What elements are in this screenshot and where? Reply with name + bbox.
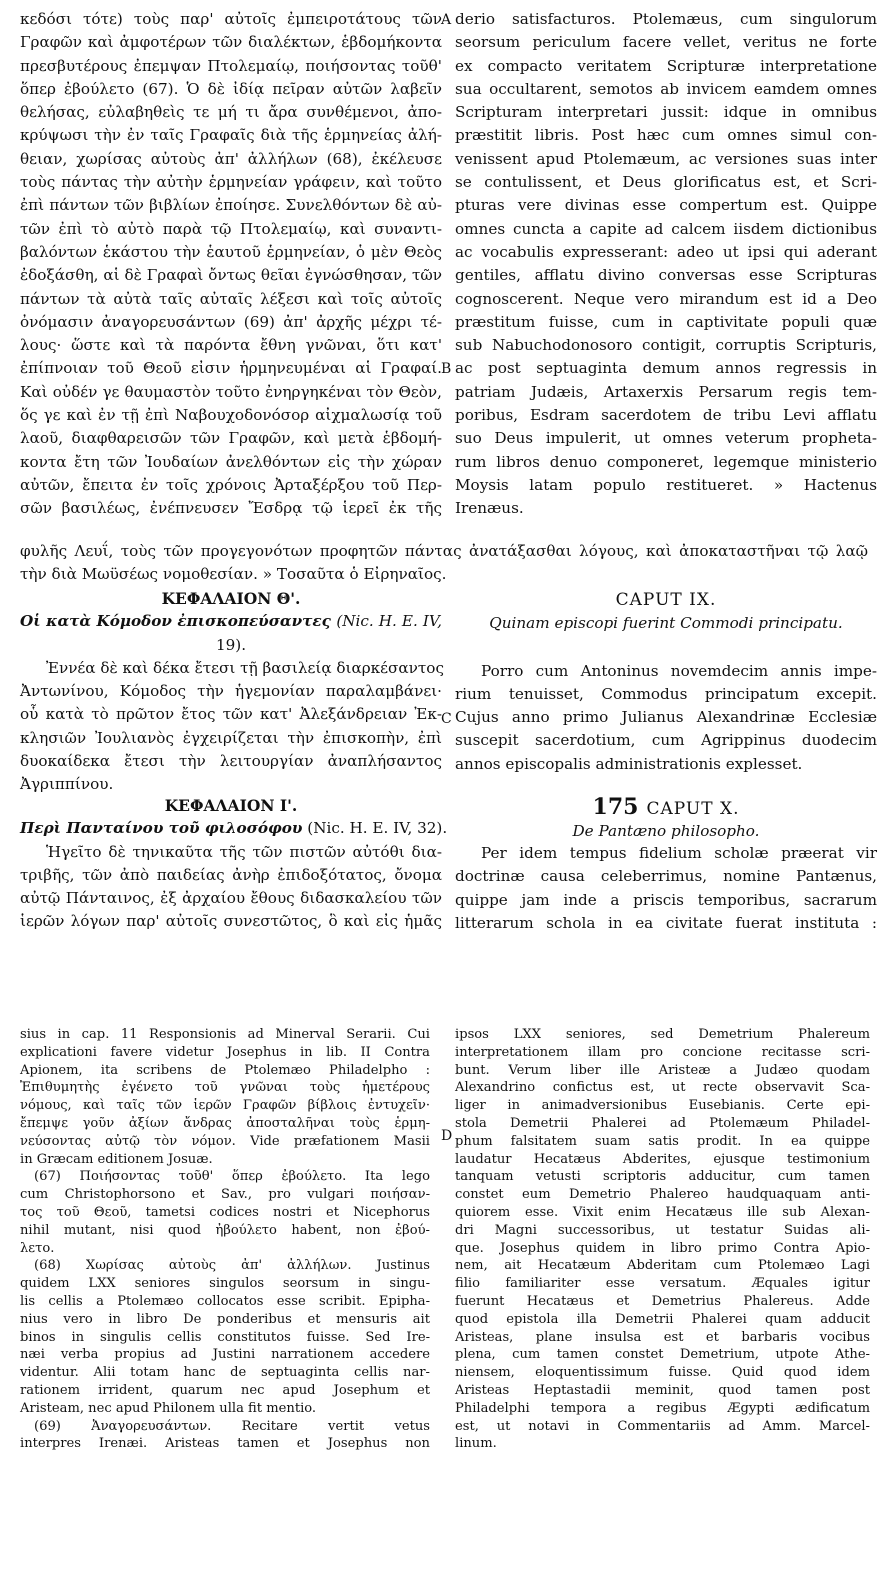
note-line: binos in singulis cellis constitutos fuisse. Sed Ire- [20, 1329, 430, 1345]
note-line: Aristeas Heptastadii meminit, quod tamen post [455, 1382, 870, 1398]
greek-line: ἱερῶν λόγων παρ' αὐτοῖς συνεστῶτος, ὃ καὶ εἰς ἡμᾶς [20, 912, 442, 931]
note-line: linum. [455, 1436, 497, 1452]
latin-line: suscepit sacerdotium, cum Agrippinus duodecim [455, 731, 877, 750]
latin-line: sua occultarent, semotos ab invicem eamdem omnes [455, 79, 877, 98]
note-line: (69) Ἀναγορευσάντων. Recitare vertit vetus [34, 1418, 430, 1434]
greek-line: Ἐννέα δὲ καὶ δέκα ἔτεσι τῇ βασιλείᾳ διαρκέσαντος [46, 658, 444, 677]
note-line: næi verba propius ad Justini narrationem accedere [20, 1347, 430, 1363]
note-line: nihil mutant, nisi quod ἠβούλετο habent, non ἐβού- [20, 1222, 430, 1238]
greek-line: κρύψωσι τὴν ἐν ταῖς Γραφαῖς διὰ τῆς ἑρμηνείας ἀλή- [20, 126, 442, 145]
note-line: quiorem esse. Vixit enim Hecatæus ille sub Alexan- [455, 1204, 870, 1220]
latin-line: sub Nabuchodonosoro contigit, corruptis Scripturis, [455, 336, 877, 355]
greek-full-width-line: φυλῆς Λευΐ, τοὺς τῶν προγεγονότων προφητῶν πάντας ἀνατάξασθαι λόγους, καὶ ἀποκαταστῆναι τῷ λαῷ [20, 542, 868, 560]
latin-chapter-9-text [455, 660, 877, 776]
greek-line: οὗ κατὰ τὸ πρῶτον ἔτος τῶν κατ' Ἀλεξάνδρειαν Ἐκ- [20, 705, 442, 724]
note-line: liger in animadversionibus Eusebianis. Certe epi- [455, 1098, 870, 1114]
note-line: constet eum Demetrio Phalereo haudquaquam anti- [455, 1187, 870, 1203]
latin-chapter-10 [455, 794, 877, 935]
latin-line: seorsum periculum facere vellet, veritus ne forte [455, 33, 877, 52]
latin-line: Scripturam interpretari jussit: idque in omnibus [455, 103, 877, 122]
greek-line: κεδόσι τότε) τοὺς παρ' αὐτοῖς ἐμπειροτάτους τῶν [20, 10, 442, 28]
greek-chapter-10-text [20, 841, 442, 934]
greek-line: θελήσας, εὐλαβηθεὶς τε μή τι ἄρα συνθέμενοι, ἀπο- [20, 103, 442, 122]
latin-line: annos episcopalis administrationis explesset. [455, 754, 803, 773]
greek-line: κλησιῶν Ἰουλιανὸς ἐγχειρίζεται τὴν ἐπισκοπὴν, ἐπὶ [20, 728, 442, 747]
greek-column-top [20, 8, 442, 521]
latin-line: derio satisfacturos. Ptolemæus, cum singulorum [455, 10, 877, 28]
note-line: plena, cum tamen constet Demetrium, utpote Athe- [455, 1347, 870, 1363]
greek-chapter-10-title [20, 817, 448, 840]
greek-line: θειαν, χωρίσας αὐτοὺς ἀπ' ἀλλήλων (68), ἐκέλευσε [20, 149, 442, 168]
margin-letter-b: B [441, 361, 452, 377]
latin-line: patriam Judæis, Artaxerxis Persarum regis tem- [455, 382, 877, 401]
note-line: interpres Irenæi. Aristeas tamen et Josephus non [20, 1436, 430, 1452]
note-line: videntur. Alii totam hanc de septuaginta cellis nar- [20, 1365, 430, 1381]
greek-line: τριβῆς, τῶν ἀπὸ παιδείας ἀνὴρ ἐπιδοξότατος, ὄνομα [20, 865, 442, 884]
greek-line: σῶν βασιλέως, ἐνέπνευσεν Ἔσδρᾳ τῷ ἱερεῖ ἐκ τῆς [20, 499, 442, 518]
note-line: Philadelphi tempora a regibus Ægypti ædificatum [455, 1400, 870, 1416]
latin-line: præstitum fuisse, cum in captivitate populi quæ [455, 312, 877, 331]
note-line: λετο. [20, 1240, 55, 1256]
note-line: cum Christophorsono et Sav., pro vulgari ποιήσαν- [20, 1187, 430, 1203]
latin-chapter-9 [455, 589, 877, 776]
margin-letter-d: D [441, 1128, 453, 1144]
greek-chapter-9-title-cont: 19). [215, 635, 247, 654]
note-line: niensem, eloquentissimum fuisse. Quid quod idem [455, 1365, 870, 1381]
note-line: τος τοῦ Θεοῦ, tametsi codices nostri et Nicephorus [20, 1204, 430, 1220]
greek-line: λους· ὥστε καὶ τὰ παρόντα ἔθνη γνῶναι, ὅτι κατ' [20, 336, 442, 355]
margin-letter-a: A [441, 12, 452, 28]
note-line: nius vero in libro De ponderibus et mensuris ait [20, 1311, 430, 1327]
greek-line: τοὺς πάντας τὴν αὐτὴν ἑρμηνείαν γράφειν, καὶ τοῦτο [20, 173, 442, 192]
latin-column-top [455, 8, 877, 521]
note-line: sius in cap. 11 Responsionis ad Minerval Serarii. Cui [20, 1027, 430, 1042]
greek-chapter-10 [20, 794, 448, 934]
notes-left-column [20, 1026, 430, 1453]
greek-line: Ἡγεῖτο δὲ τηνικαῦτα τῆς τῶν πιστῶν αὐτόθι δια- [46, 842, 442, 861]
latin-line: doctrinæ causa celeberrimus, nomine Pantænus, [455, 867, 877, 886]
greek-line: λαοῦ, διαφθαρεισῶν τῶν Γραφῶν, καὶ μετὰ ἑβδομή- [20, 429, 442, 448]
latin-line: præstitit libris. Post hæc cum omnes simul con- [455, 126, 877, 145]
latin-line: se contulissent, et Deus glorificatus est, et Scri- [455, 173, 877, 192]
note-line: rationem irrident, quarum nec apud Josephum et [20, 1382, 430, 1398]
latin-line: ac vocabulis expresserant: adeo ut ipsi qui aderant [455, 242, 877, 261]
greek-line: αὐτῷ Πάνταινος, ἐξ ἀρχαίου ἔθους διδασκαλείου τῶν [20, 889, 442, 908]
greek-line: αὐτῶν, ἔπειτα ἐν τοῖς χρόνοις Ἀρταξέρξου τοῦ Περ- [20, 475, 442, 494]
latin-line: litterarum schola in ea civitate fuerat instituta : [455, 913, 877, 932]
greek-chapter-10-title-text: Περὶ Πανταίνου τοῦ φιλοσόφου [20, 819, 303, 838]
greek-chapter-9 [20, 587, 442, 797]
note-line: νεύσοντας αὐτῷ τὸν νόμον. Vide præfationem Masii [20, 1133, 430, 1149]
latin-line: ac post septuaginta demum annos regressis in [455, 359, 877, 378]
greek-line: κοντα ἔτη τῶν Ἰουδαίων ἀνελθόντων εἰς τὴν χώραν [20, 452, 442, 471]
greek-chapter-9-title-ref: (Nic. H. E. IV, [336, 612, 442, 631]
latin-chapter-9-heading: CAPUT IX. [615, 590, 717, 610]
greek-chapter-10-heading: ΚΕΦΑΛΑΙΟΝ Ι'. [164, 796, 298, 815]
greek-line: πάντων τὰ αὐτὰ ταῖς αὐταῖς λέξεσι καὶ τοῖς αὐτοῖς [20, 289, 442, 308]
note-line: est, ut notavi in Commentariis ad Amm. Marcel- [455, 1418, 870, 1434]
note-line: nem, ait Hecatæum Abderitam cum Ptolemæo Lagi [455, 1258, 870, 1274]
note-line: ipsos LXX seniores, sed Demetrium Phalereum [455, 1027, 870, 1042]
margin-letter-c: C [441, 711, 452, 727]
note-line: νόμους, καὶ ταῖς τῶν ἱερῶν Γραφῶν βίβλοις ἐντυχεῖν· [20, 1098, 430, 1114]
latin-chapter-9-title: Quinam episcopi fuerint Commodi principatu. [489, 614, 843, 633]
note-line: Ἐπιθυμητὴς ἐγένετο τοῦ γνῶναι τοὺς ἡμετέρους [20, 1080, 430, 1096]
note-line: Aristeam, nec apud Philonem ulla fit mentio. [20, 1400, 317, 1416]
note-line: ἔπεμψε γοῦν ἀξίων ἄνδρας ἀποσταλῆναι τοὺς ἑρμη- [20, 1115, 430, 1131]
note-line: dri Magni successoribus, ut testatur Suidas ali- [455, 1222, 870, 1238]
greek-line: ὅπερ ἐβούλετο (67). Ὁ δὲ ἰδίᾳ πεῖραν αὐτῶν λαβεῖν [20, 79, 442, 98]
latin-line: quippe jam inde a priscis temporibus, sacrarum [455, 890, 877, 909]
note-line: (68) Χωρίσας αὐτοὺς ἀπ' ἀλλήλων. Justinus [34, 1258, 430, 1274]
latin-line: omnes cuncta a capite ad calcem iisdem dictionibus [455, 219, 877, 238]
greek-line: Ἀγριππίνου. [20, 775, 114, 794]
note-line: que. Josephus quidem in libro primo Contra Apio- [455, 1240, 870, 1256]
latin-chapter-10-title: De Pantæno philosopho. [572, 822, 760, 840]
note-line: in Græcam editionem Josuæ. [20, 1151, 213, 1167]
greek-line: δυοκαίδεκα ἔτεσι τὴν λειτουργίαν ἀναπλήσαντος [20, 752, 442, 771]
column-number: 175 [592, 794, 639, 820]
note-line: fuerunt Hecatæus et Demetrius Phalereus. Adde [455, 1293, 870, 1309]
note-line: stola Demetrii Phalerei ad Ptolemæum Philadel- [455, 1115, 870, 1131]
note-line: bunt. Verum liber ille Aristeæ a Judæo quodam [455, 1062, 870, 1078]
note-line: (67) Ποιήσοντας τοῦθ' ὅπερ ἐβούλετο. Ita lego [34, 1169, 430, 1185]
note-line: quod epistola illa Demetrii Phalerei quam adducit [455, 1311, 870, 1327]
note-line: explicationi favere videtur Josephus in lib. II Contra [20, 1044, 430, 1060]
latin-line: gentiles, afflatu divino conversas esse Scripturas [455, 266, 877, 285]
greek-chapter-10-title-ref: (Nic. H. E. IV, 32). [307, 819, 448, 838]
latin-chapter-10-heading: CAPUT X. [646, 799, 740, 819]
greek-line: ἐπίπνοιαν τοῦ Θεοῦ εἰσιν ἡρμηνευμέναι αἱ Γραφαί. [20, 359, 442, 378]
greek-line: τῶν ἐπὶ τὸ αὐτὸ παρὰ τῷ Πτολεμαίῳ, καὶ συναντι- [20, 219, 442, 238]
greek-chapter-9-text [20, 657, 442, 797]
note-line: quidem LXX seniores singulos seorsum in singu- [20, 1276, 430, 1292]
note-line: tanquam vetusti scriptoris adducitur, cum tamen [455, 1169, 870, 1185]
note-line: interpretationem illam pro concione recitasse scri- [455, 1044, 870, 1060]
latin-line: suo Deus impulerit, ut omnes veterum propheta- [455, 429, 877, 448]
latin-chapter-10-text [455, 842, 877, 935]
greek-chapter-9-heading: ΚΕΦΑΛΑΙΟΝ Θ'. [161, 589, 301, 608]
latin-line: poribus, Esdram sacerdotem de tribu Levi afflatu [455, 406, 877, 425]
latin-line: pturas vere divinas esse compertum est. Quippe [455, 196, 877, 215]
greek-line: Γραφῶν καὶ ἀμφοτέρων τῶν διαλέκτων, ἑβδομήκοντα [20, 33, 442, 52]
latin-chapter-10-heading-row [455, 794, 877, 820]
latin-line: Porro cum Antoninus novemdecim annis impe- [481, 661, 877, 680]
running-head-strip [0, 0, 895, 8]
latin-line: rium tenuisset, Commodus principatum excepit. [455, 684, 877, 703]
note-line: Apionem, ita scribens de Ptolemæo Philadelpho : [20, 1062, 430, 1078]
greek-chapter-9-title [20, 610, 442, 633]
greek-line: Ἀντωνίνου, Κόμοδος τὴν ἡγεμονίαν παραλαμβάνει· [20, 682, 442, 701]
note-line: laudatur Hecatæus Abderites, ejusque testimonium [455, 1151, 870, 1167]
notes-right-column [455, 1026, 870, 1453]
note-line: lis cellis a Ptolemæo collocatos esse scribit. Epipha- [20, 1293, 430, 1309]
note-line: filio familiariter esse versatum. Æquales igitur [455, 1276, 870, 1292]
latin-line: cognoscerent. Neque vero mirandum est id a Deo [455, 289, 877, 308]
note-line: Alexandrino confictus est, ut recte observavit Sca- [455, 1080, 870, 1096]
greek-chapter-9-title-text: Οἱ κατὰ Κόμοδον ἐπισκοπεύσαντες [20, 612, 331, 631]
latin-line: ex compacto veritatem Scripturæ interpretatione [455, 56, 877, 75]
latin-line: Moysis latam populo restitueret. » Hactenus [455, 475, 877, 494]
latin-line: venissent apud Ptolemæum, ac versiones suas inter [455, 149, 877, 168]
greek-line: ἐδοξάσθη, αἱ δὲ Γραφαὶ ὄντως θεῖαι ἐγνώσθησαν, τῶν [20, 266, 442, 285]
note-line: phum falsitatem suam satis prodit. In ea quippe [455, 1133, 870, 1149]
greek-line: ὅς γε καὶ ἐν τῇ ἐπὶ Ναβουχοδονόσορ αἰχμαλωσίᾳ τοῦ [20, 406, 442, 425]
greek-line: βαλόντων ἑκάστου τὴν ἑαυτοῦ ἑρμηνείαν, ὁ μὲν Θεὸς [20, 242, 442, 261]
greek-line: πρεσβυτέρους ἐπεμψαν Πτολεμαίῳ, ποιήσοντας τοῦθ' [20, 56, 442, 75]
note-line: Aristeas, plane insulsa est et barbaris vocibus [455, 1329, 870, 1345]
greek-line: ὀνόμασιν ἀναγορευσάντων (69) ἀπ' ἀρχῆς μέχρι τέ- [20, 312, 442, 331]
greek-line: ἐπὶ πάντων τῶν βιβλίων ἐποίησε. Συνελθόντων δὲ αὐ- [20, 196, 442, 215]
latin-line: Per idem tempus fidelium scholæ præerat vir [481, 844, 877, 862]
latin-line: rum libros denuo componeret, legemque ministerio [455, 452, 877, 471]
latin-line: Irenæus. [455, 499, 524, 518]
greek-line: Καὶ οὐδέν γε θαυμαστὸν τοῦτο ἐνηργηκέναι τὸν Θεὸν, [20, 382, 442, 401]
latin-line: Cujus anno primo Julianus Alexandrinæ Ecclesiæ [455, 708, 877, 727]
greek-closing-line: τὴν διὰ Μωϋσέως νομοθεσίαν. » Τοσαῦτα ὁ Εἰρηναῖος. [20, 565, 447, 583]
